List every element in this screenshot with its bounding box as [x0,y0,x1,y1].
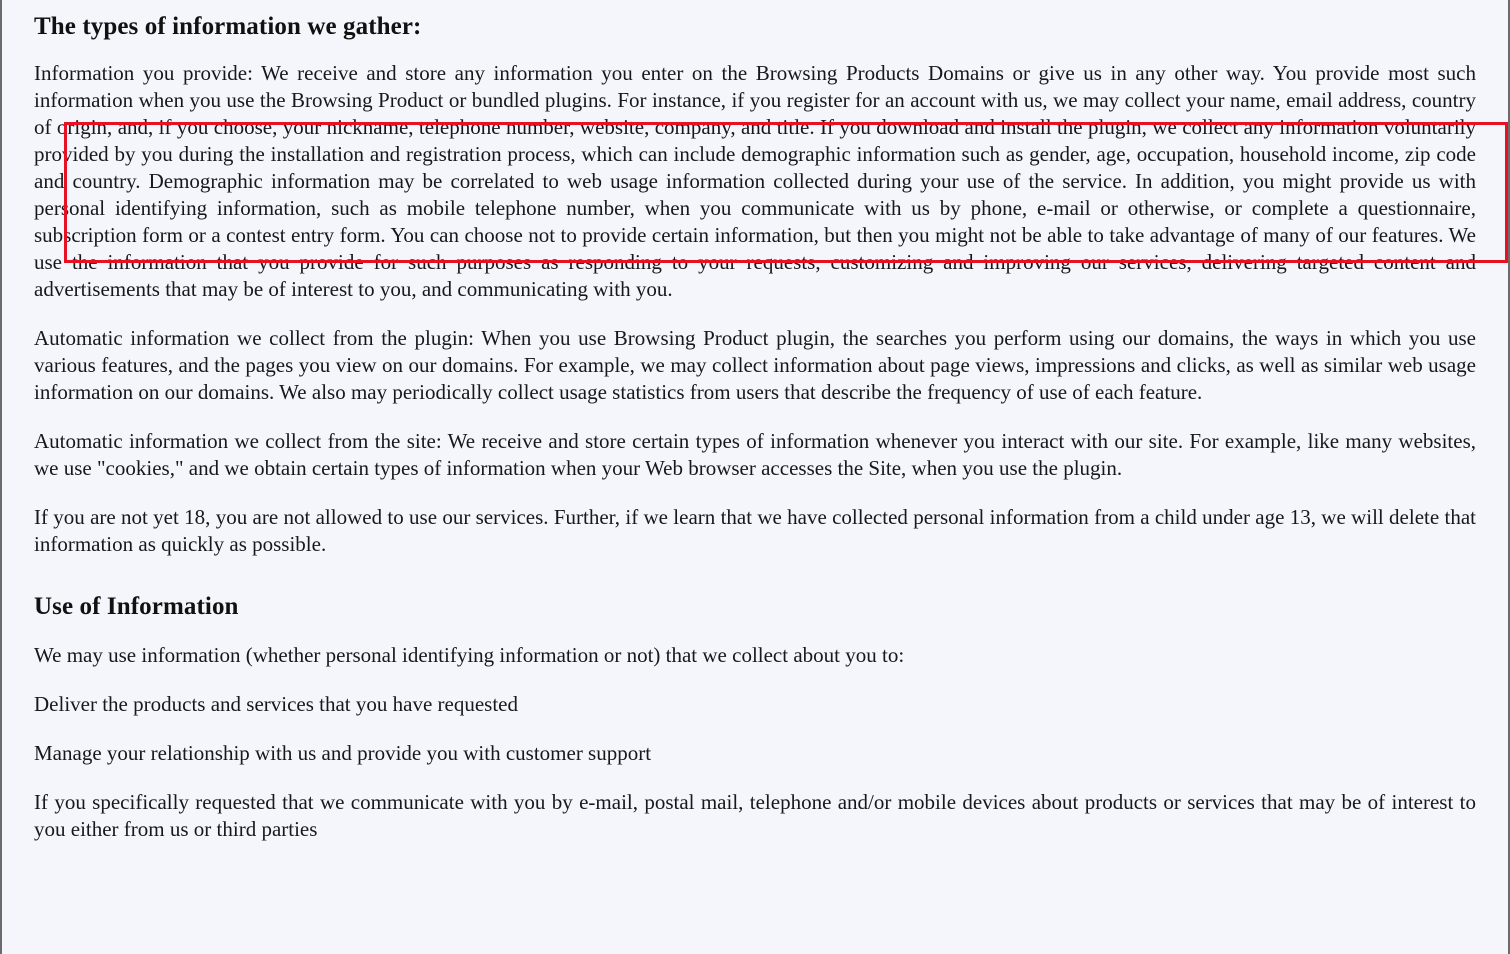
list-item-deliver-products: Deliver the products and services that you have requested [34,692,518,716]
paragraph-use-intro: We may use information (whether personal identifying information or not) that we collect about you to: [34,643,905,667]
paragraph-age-restriction: If you are not yet 18, you are not allowed to use our services. Further, if we learn that we have collected personal information from a child under age 13, we will delete that information as quickly as possible. [34,505,1476,556]
highlighted-paragraph-region [34,60,1476,303]
list-item-manage-relationship: Manage your relationship with us and provide you with customer support [34,741,652,765]
paragraph-automatic-from-plugin: Automatic information we collect from the plugin: When you use Browsing Product plugin, the searches you perform using our domains, the ways in which you use various features, and the pages you view on our domains. For example, we may collect information about page views, impressions and clicks, as well as similar web usage information on our domains. We also may periodically collect usage statistics from users that describe the frequency of use of each feature. [34,326,1476,404]
paragraph-information-you-provide: Information you provide: We receive and store any information you enter on the Browsing Products Domains or give us in any other way. You provide most such information when you use the Browsing Product or bundled plugins. For instance, if you register for an account with us, we may collect your name, email address, country of origin, and, if you choose, your nickname, telephone number, website, company, and title. If you download and install the plugin, we collect any information voluntarily provided by you during the installation and registration process, which can include demographic information such as gender, age, occupation, household income, zip code and country. Demographic information may be correlated to web usage information collected during your use of the service. In addition, you might provide us with personal identifying information, such as mobile telephone number, when you communicate with us by phone, e-mail or otherwise, or complete a questionnaire, subscription form or a contest entry form. You can choose not to provide certain information, but then you might not be able to take advantage of many of our features. We use the information that you provide for such purposes as responding to your requests, customizing and improving our services, delivering targeted content and advertisements that may be of interest to you, and communicating with you. [34,61,1476,301]
section-heading-use-of-information: Use of Information [34,593,239,620]
list-item-communicate-requests: If you specifically requested that we communicate with you by e-mail, postal mail, telephone and/or mobile devices about products or services that may be of interest to you either from us or third parties [34,790,1476,841]
privacy-policy-document [34,0,1476,843]
page-title: The types of information we gather: [34,13,422,40]
paragraph-automatic-from-site: Automatic information we collect from the site: We receive and store certain types of information whenever you interact with our site. For example, like many websites, we use "cookies," and we obtain certain types of information when your Web browser accesses the Site, when you use the plugin. [34,429,1476,480]
